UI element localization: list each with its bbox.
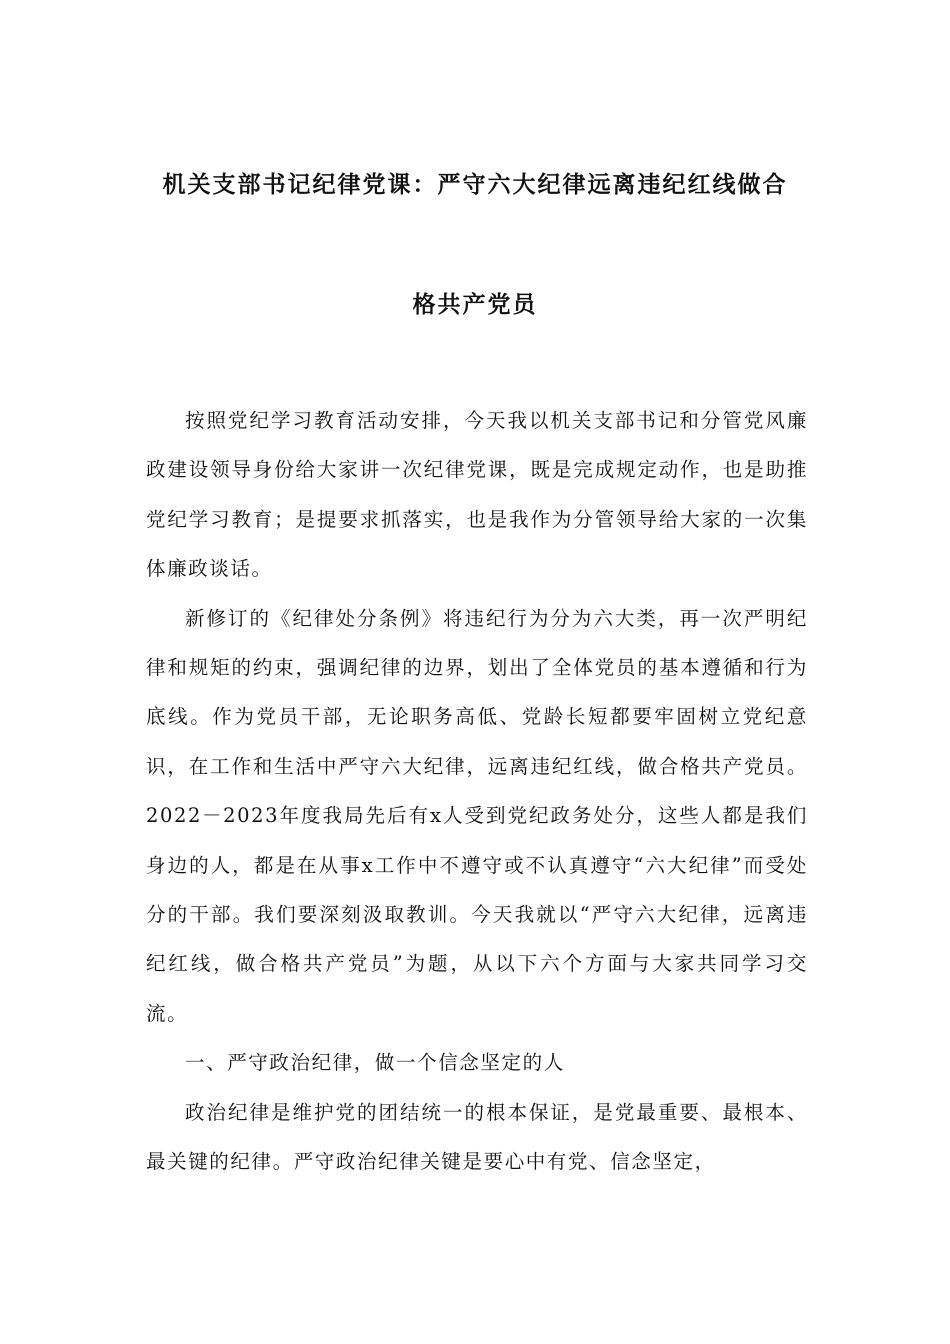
paragraph-regulation: 新修订的《纪律处分条例》将违纪行为分为六大类，再一次严明纪律和规矩的约束，强调纪律的边界，划出了全体党员的基本遵循和行为底线。作为党员干部，无论职务高低、党龄长短都要牢固树立党纪意识，在工作和生活中严守六大纪律，远离违纪红线，做合格共产党员。2022－2023年度我局先后有x人受到党纪政务处分，这些人都是我们身边的人，都是在从事x工作中不遵守或不认真遵守“六大纪律”而受处分的干部。我们要深刻汲取教训。今天我就以“严守六大纪律，远离违纪红线，做合格共产党员”为题，从以下六个方面与大家共同学习交流。: [146, 606, 808, 1025]
document-title-line-2: 格共产党员: [412, 291, 538, 318]
document-title-line-1: 机关支部书记纪律党课：严守六大纪律远离违纪红线做合: [162, 171, 788, 198]
document-body: [146, 396, 808, 1187]
section-heading-political-discipline: 一、严守政治纪律，做一个信念坚定的人: [185, 1051, 565, 1075]
paragraph-political-discipline: 政治纪律是维护党的团结统一的根本保证，是党最重要、最根本、最关键的纪律。严守政治纪律关键是要心中有党、信念坚定，: [146, 1100, 808, 1174]
paragraph-intro: 按照党纪学习教育活动安排，今天我以机关支部书记和分管党风廉政建设领导身份给大家讲一次纪律党课，既是完成规定动作，也是助推党纪学习教育；是提要求抓落实，也是我作为分管领导给大家的一次集体廉政谈话。: [146, 409, 808, 581]
